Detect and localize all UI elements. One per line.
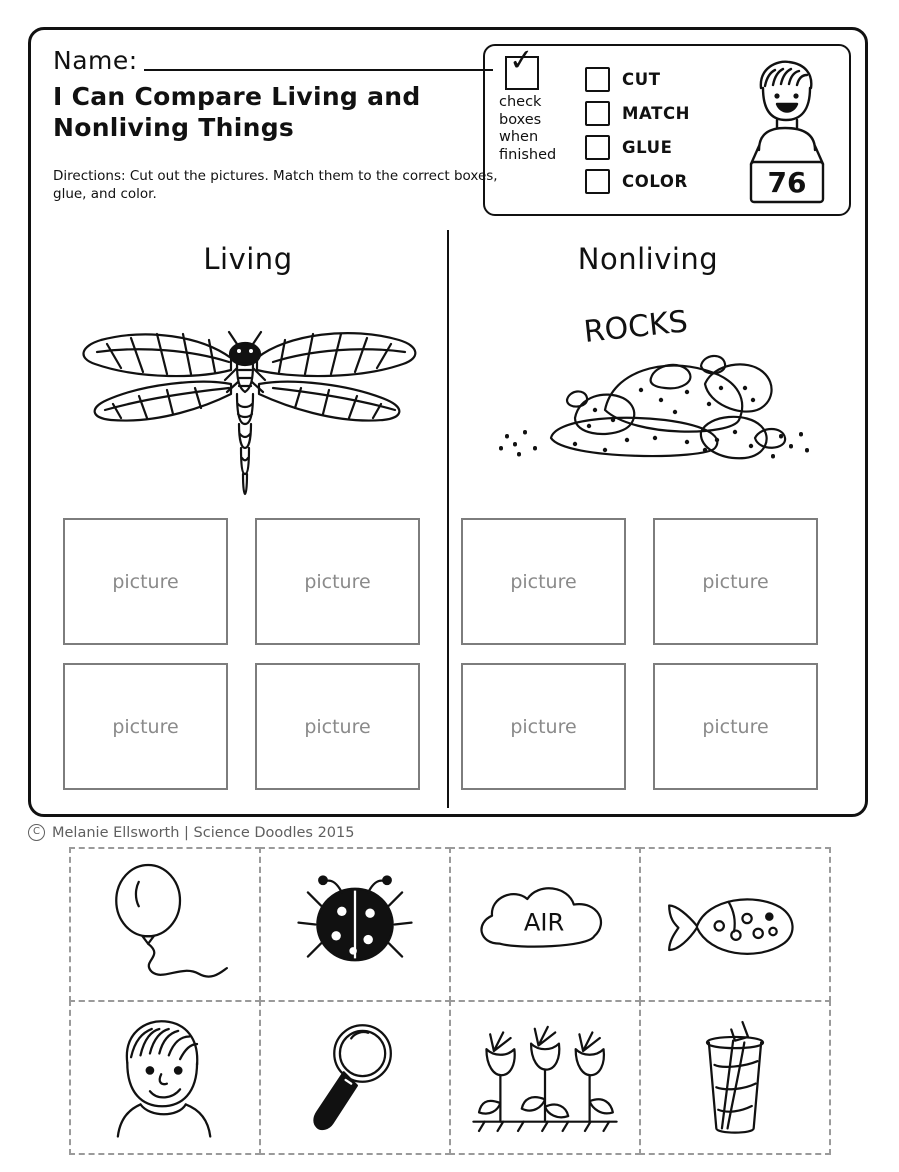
checklist-label: CUT bbox=[622, 69, 661, 89]
checklist-items bbox=[585, 62, 725, 198]
ladybug-doodle bbox=[289, 868, 421, 981]
drink-glass-doodle bbox=[679, 1012, 791, 1144]
boy-holding-sign-icon bbox=[733, 54, 837, 206]
fish-doodle bbox=[656, 874, 814, 976]
picture-box[interactable]: picture bbox=[461, 518, 626, 645]
boy-face-doodle bbox=[99, 1012, 231, 1144]
picture-grid-living bbox=[63, 518, 435, 790]
air-label: AIR bbox=[523, 908, 565, 937]
example-checkbox[interactable] bbox=[505, 42, 539, 90]
checklist-panel bbox=[483, 44, 851, 216]
cutout-tulips[interactable] bbox=[449, 1000, 641, 1155]
name-write-line[interactable] bbox=[144, 68, 493, 71]
column-heading-living: Living bbox=[203, 242, 293, 276]
page-title: I Can Compare Living and Nonliving Things bbox=[53, 82, 421, 142]
cutout-magnifier[interactable] bbox=[259, 1000, 451, 1155]
picture-box[interactable]: picture bbox=[653, 663, 818, 790]
picture-box[interactable]: picture bbox=[461, 663, 626, 790]
credit-text: Melanie Ellsworth | Science Doodles 2015 bbox=[52, 824, 355, 841]
checklist-item-glue[interactable] bbox=[585, 130, 725, 164]
checkbox-color[interactable] bbox=[585, 169, 610, 194]
balloon-doodle bbox=[90, 859, 240, 991]
column-divider bbox=[447, 230, 449, 808]
cutout-balloon[interactable] bbox=[69, 847, 261, 1002]
rocks-doodle bbox=[455, 292, 835, 510]
name-row bbox=[53, 46, 493, 75]
name-label: Name: bbox=[53, 46, 138, 75]
cutout-fish[interactable] bbox=[639, 847, 831, 1002]
cutout-drink[interactable] bbox=[639, 1000, 831, 1155]
checklist-label: COLOR bbox=[622, 171, 688, 191]
checklist-label: MATCH bbox=[622, 103, 691, 123]
checkbox-glue[interactable] bbox=[585, 135, 610, 160]
directions-text: Directions: Cut out the pictures. Match them to the correct boxes, glue, and color. bbox=[53, 168, 498, 202]
cutout-air[interactable] bbox=[449, 847, 641, 1002]
magnifying-glass-doodle bbox=[289, 1012, 421, 1144]
column-heading-nonliving: Nonliving bbox=[577, 242, 719, 276]
check-mark-icon: ✓ bbox=[507, 42, 536, 79]
cutout-boy[interactable] bbox=[69, 1000, 261, 1155]
picture-box[interactable]: picture bbox=[255, 663, 420, 790]
checklist-item-match[interactable] bbox=[585, 96, 725, 130]
checkbox-match[interactable] bbox=[585, 101, 610, 126]
cutout-strip bbox=[70, 848, 830, 1154]
checklist-caption: check boxes when finished bbox=[499, 94, 557, 164]
checkbox-cut[interactable] bbox=[585, 67, 610, 92]
picture-box[interactable]: picture bbox=[653, 518, 818, 645]
picture-box[interactable]: picture bbox=[255, 518, 420, 645]
cutout-ladybug[interactable] bbox=[259, 847, 451, 1002]
worksheet-card bbox=[28, 27, 868, 817]
picture-box[interactable]: picture bbox=[63, 663, 228, 790]
credit-line bbox=[28, 824, 354, 841]
checklist-item-color[interactable] bbox=[585, 164, 725, 198]
sign-number: 76 bbox=[767, 166, 807, 199]
checklist-label: GLUE bbox=[622, 137, 673, 157]
air-cloud-doodle bbox=[466, 869, 624, 981]
picture-box[interactable]: picture bbox=[63, 518, 228, 645]
checklist-item-cut[interactable] bbox=[585, 62, 725, 96]
picture-grid-nonliving bbox=[461, 518, 833, 790]
copyright-icon: C bbox=[28, 824, 45, 841]
dragonfly-doodle bbox=[61, 292, 441, 510]
tulips-doodle bbox=[466, 1017, 624, 1139]
checklist-instruction bbox=[499, 42, 571, 165]
rocks-label: ROCKS bbox=[582, 304, 690, 350]
